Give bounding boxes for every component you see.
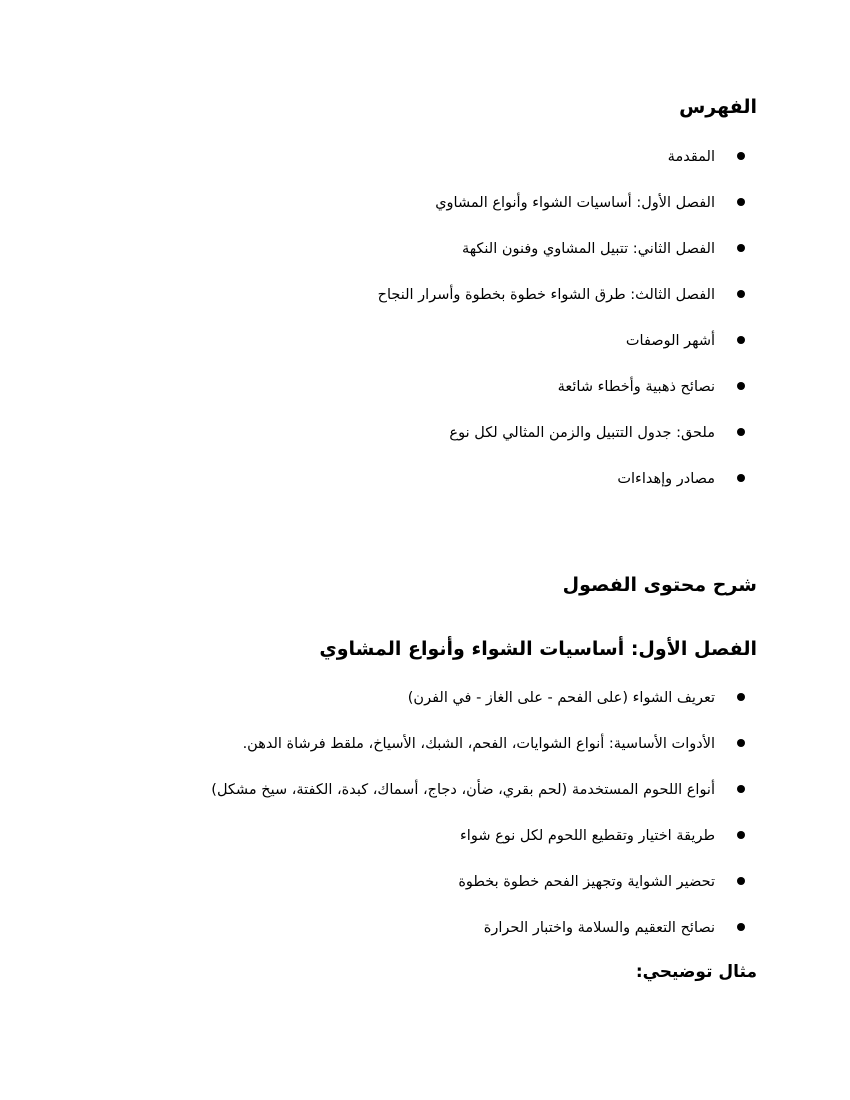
- chapter1-item: [211, 823, 745, 869]
- chapter1-item: [211, 731, 745, 777]
- toc-item: [378, 420, 745, 466]
- toc-list: [378, 144, 745, 512]
- toc-item: [378, 374, 745, 420]
- bullet-icon: [737, 382, 745, 390]
- chapter1-item-text: نصائح التعقيم والسلامة واختبار الحرارة: [483, 920, 715, 936]
- bullet-icon: [737, 290, 745, 298]
- toc-item-text: نصائح ذهبية وأخطاء شائعة: [557, 379, 715, 395]
- bullet-icon: [737, 474, 745, 482]
- chapter1-item-text: تعريف الشواء (على الفحم - على الغاز - في الفرن): [407, 690, 715, 706]
- bullet-icon: [737, 785, 745, 793]
- toc-item: [378, 144, 745, 190]
- bullet-icon: [737, 428, 745, 436]
- toc-item: [378, 282, 745, 328]
- toc-item-text: أشهر الوصفات: [625, 333, 715, 349]
- toc-item: [378, 466, 745, 512]
- toc-heading: الفهرس: [679, 96, 757, 118]
- bullet-icon: [737, 244, 745, 252]
- chapter1-item-text: طريقة اختيار وتقطيع اللحوم لكل نوع شواء: [459, 828, 715, 844]
- toc-item: [378, 328, 745, 374]
- bullet-icon: [737, 336, 745, 344]
- chapter1-item-text: أنواع اللحوم المستخدمة (لحم بقري، ضأن، دجاج، أسماك، كبدة، الكفتة، سيخ مشكل): [211, 782, 715, 798]
- toc-item-text: الفصل الثاني: تتبيل المشاوي وفنون النكهة: [461, 241, 715, 257]
- chapter1-item: [211, 869, 745, 915]
- bullet-icon: [737, 831, 745, 839]
- bullet-icon: [737, 923, 745, 931]
- bullet-icon: [737, 152, 745, 160]
- toc-item: [378, 236, 745, 282]
- bullet-icon: [737, 198, 745, 206]
- chapter1-item-text: الأدوات الأساسية: أنواع الشوايات، الفحم، الشبك، الأسياخ، ملقط فرشاة الدهن.: [242, 736, 715, 752]
- toc-item-text: الفصل الأول: أساسيات الشواء وأنواع المشاوي: [435, 195, 715, 211]
- bullet-icon: [737, 877, 745, 885]
- chapter1-list: [211, 685, 745, 961]
- toc-item-text: مصادر وإهداءات: [617, 471, 715, 487]
- chapter1-item: [211, 915, 745, 961]
- example-label: مثال توضيحي:: [635, 962, 757, 982]
- toc-item-text: ملحق: جدول التتبيل والزمن المثالي لكل نوع: [449, 425, 715, 441]
- bullet-icon: [737, 739, 745, 747]
- bullet-icon: [737, 693, 745, 701]
- chapter1-item-text: تحضير الشواية وتجهيز الفحم خطوة بخطوة: [458, 874, 715, 890]
- chapter1-heading: الفصل الأول: أساسيات الشواء وأنواع المشاوي: [319, 638, 757, 660]
- toc-item-text: المقدمة: [667, 149, 715, 165]
- toc-item-text: الفصل الثالث: طرق الشواء خطوة بخطوة وأسرار النجاح: [377, 287, 715, 303]
- chapter1-item: [211, 777, 745, 823]
- toc-item: [378, 190, 745, 236]
- chapter1-item: [211, 685, 745, 731]
- chapters-section-heading: شرح محتوى الفصول: [562, 574, 757, 596]
